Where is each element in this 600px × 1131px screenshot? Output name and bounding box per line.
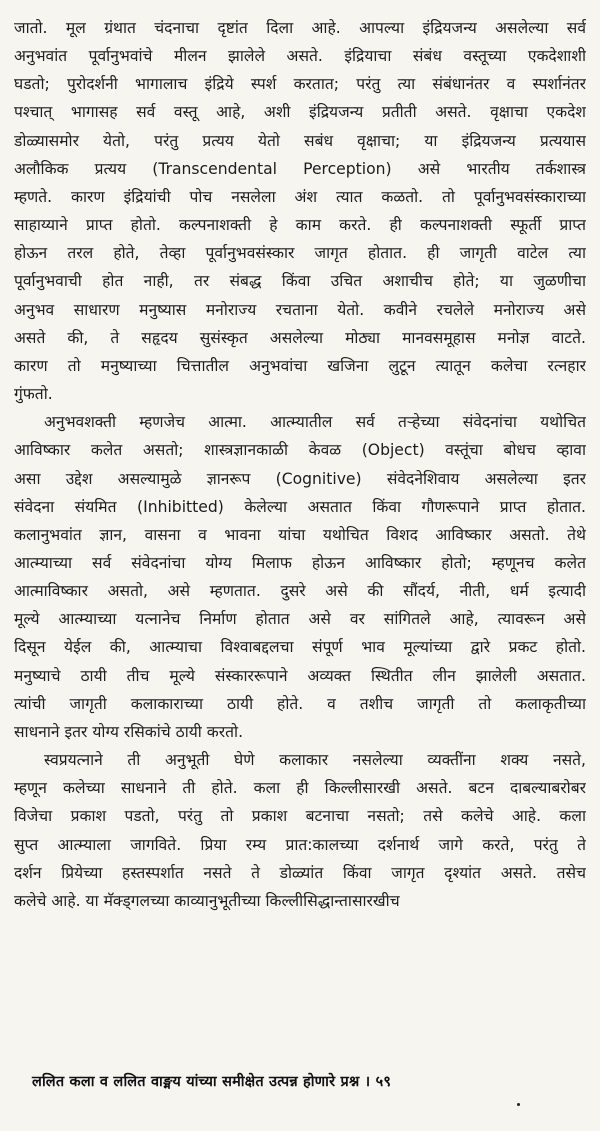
paragraph-1-line: असते की, ते सहृदय सुसंस्कृत असलेल्या मोठ्या मानवसमूहास मनोज्ञ वाटते. xyxy=(14,328,586,347)
paragraph-3-line: म्हणून कलेच्या साधनाने ती होते. कला ही किल्लीसारखी असते. बटन दाबल्याबरोबर xyxy=(14,779,586,798)
paragraph-1-line: डोळ्यासमोर येतो, परंतु प्रत्यय येतो सबंध वृक्षाचा; या इंद्रियजन्य प्रत्ययास xyxy=(14,131,586,150)
paragraph-1-line: अनुभवांत पूर्वानुभवांचे मीलन झालेले असते. इंद्रियाचा संबंध वस्तूच्या एकदेशाशी xyxy=(14,47,586,66)
paragraph-2-line: कलानुभवांत ज्ञान, वासना व भावना यांचा यथोचित विशद आविष्कार असतो. तेथे xyxy=(14,525,586,544)
page-body xyxy=(14,14,586,915)
paragraph-2-line: साधनाने इतर योग्य रसिकांचे ठायी करतो. xyxy=(14,722,244,741)
paragraph-1-line: म्हणते. कारण इंद्रियांची पोच नसलेला अंश त्यात कळतो. तो पूर्वानुभवसंस्काराच्या xyxy=(14,187,586,206)
paragraph-3-line: स्वप्रयत्नाने ती अनुभूती घेणे कलाकार नसलेल्या व्यक्तींना शक्य नसते, xyxy=(44,751,586,770)
paragraph-2-line: मनुष्याचे ठायी तीच मूल्ये संस्काररूपाने अव्यक्त स्थितीत लीन झालेली असतात. xyxy=(14,666,586,685)
paragraph-2-line: आत्म्याच्या सर्व संवेदनांचा योग्य मिलाफ होऊन आविष्कार होतो; म्हणूनच कलेत xyxy=(14,553,586,572)
paragraph-2-line: संवेदना संयमित (Inhibitted) केलेल्या असतात किंवा गौणरूपाने प्राप्त होतात. xyxy=(14,497,586,516)
paragraph-2-line: अनुभवशक्ती म्हणजेच आत्मा. आत्म्यातील सर्व तऱ्हेच्या संवेदनांचा यथोचित xyxy=(44,413,586,432)
paragraph-1-line: पश्चात् भागासह सर्व वस्तू आहे, अशी इंद्रियजन्य प्रतीती असते. वृक्षाचा एकदेश xyxy=(14,103,586,122)
paragraph-2-line: असा उद्देश असल्यामुळे ज्ञानरूप (Cognitive) संवेदनेशिवाय असलेल्या इतर xyxy=(14,469,586,488)
paragraph-1-line: घडतो; पुरोदर्शनी भागालाच इंद्रिये स्पर्श करतात; परंतु त्या संबंधानंतर व स्पर्शानंतर xyxy=(14,75,586,94)
paragraph-3-line: कलेचे आहे. या मॅक्ड्गलच्या काव्यानुभूतीच्या किल्लीसिद्धान्तासारखीच xyxy=(14,891,400,910)
paragraph-1-line: कारण तो मनुष्याच्या चित्तातील अनुभवांचा खजिना लुटून त्यातून कलेचा रत्नहार xyxy=(14,356,586,375)
paragraph-2-line: मूल्ये आत्म्याच्या यत्नानेच निर्माण होतात असे वर सांगितले आहे, त्यावरून असे xyxy=(14,610,586,629)
paragraph-2-line: आत्माविष्कार असतो, असे म्हणतात. दुसरे असे की सौंदर्य, नीती, धर्म इत्यादी xyxy=(14,582,586,601)
paragraph-2-line: दिसून येईल की, आत्म्याचा विश्वाबद्दलचा संपूर्ण भाव मूल्यांच्या द्वारे प्रकट होतो. xyxy=(14,638,586,657)
paragraph-2-line: त्यांची जागृती कलाकाराच्या ठायी होते. व तशीच जागृती तो कलाकृतीच्या xyxy=(14,694,586,713)
paragraph-1-line: अनुभव साधारण मनुष्यास मनोराज्य रचताना येतो. कवीने रचलेले मनोराज्य असे xyxy=(14,300,586,319)
paragraph-1-line: होऊन तरल होते, तेव्हा पूर्वानुभवसंस्कार जागृत होतात. ही जागृती वाटेल त्या xyxy=(14,244,586,263)
stray-dot-mark xyxy=(517,1103,520,1106)
paragraph-3-line: सुप्त आत्म्याला जागविते. प्रिया रम्य प्रात:कालच्या दर्शनार्थ जागे करते, परंतु ते xyxy=(14,835,586,854)
paragraph-3-line: दर्शन प्रियेच्या हस्तस्पर्शात नसते ते डोळ्यांत किंवा जागृत दृश्यांत असते. तसेच xyxy=(14,863,586,882)
paragraph-1-line: साहाय्याने प्राप्त होतो. कल्पनाशक्ती हे काम करते. ही कल्पनाशक्ती स्फूर्ती प्राप्त xyxy=(14,216,586,235)
page-footer: ललित कला व ललित वाङ्मय यांच्या समीक्षेत उत्पन्न होणारे प्रश्न । ५९ xyxy=(32,1074,392,1090)
paragraph-1-line: अलौकिक प्रत्यय (Transcendental Perception) असे भारतीय तर्कशास्त्र xyxy=(14,159,586,178)
paragraph-1-line: जातो. मूल ग्रंथात चंदनाचा दृष्टांत दिला आहे. आपल्या इंद्रियजन्य असलेल्या सर्व xyxy=(14,19,586,37)
paragraph-1-line: गुंफतो. xyxy=(14,385,53,404)
paragraph-1-line: पूर्वानुभवाची होत नाही, तर संबद्ध किंवा उचित अशाचीच होते; या जुळणीचा xyxy=(14,272,586,291)
paragraph-2-line: आविष्कार कलेत असतो; शास्त्रज्ञानकाळी केवळ (Object) वस्तूंचा बोधच व्हावा xyxy=(14,441,586,460)
paragraph-3-line: विजेचा प्रकाश पडतो, परंतु तो प्रकाश बटनाचा नसतो; तसे कलेचे आहे. कला xyxy=(14,807,586,826)
